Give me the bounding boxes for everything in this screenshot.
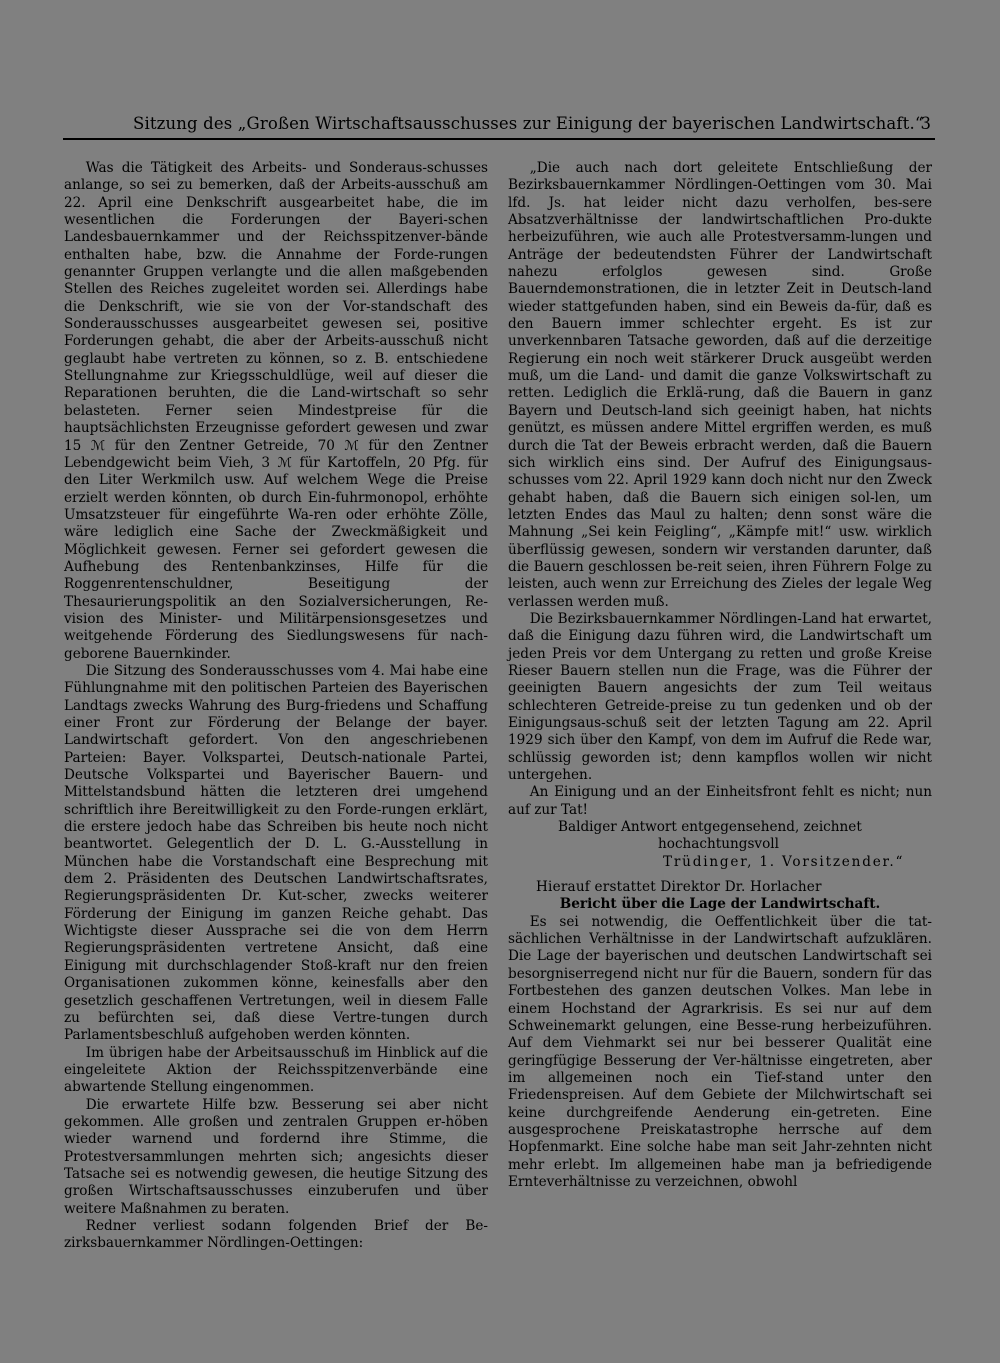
closing-signature: Trüdinger, 1. Vorsitzender.“: [663, 853, 905, 870]
closing-salutation: hochachtungsvoll: [658, 836, 779, 853]
paragraph: Die Sitzung des Sonderausschusses vom 4. Mai habe eine Fühlungnahme mit den politischen Parteien des Bayerischen Landtags zwecks Wahrung des Burg-friedens und Schaffung einer Front zur Förderung der Belange der bayer. Landwirtschaft gefordert. Von den angeschriebenen Parteien: Bayer. Volkspartei, Deutsch-nationale Partei, Deutsche Volkspartei und Bayerischer Bauern- und Mittelstandsbund hätten die letzteren drei umgehend schriftlich ihre Bereitwilligkeit zu den Forde-rungen erklärt, die erstere jedoch habe das Schreiben bis heute noch nicht beantwortet. Gelegentlich der D. L. G.-Ausstellung in München habe die Vorstandschaft eine Besprechung mit dem 2. Präsidenten des Deutschen Landwirtschaftsrates, Regierungspräsidenten Dr. Kut-scher, zwecks weiterer Förderung der Einigung im ganzen Reiche gehabt. Das Wichtigste dieser Aussprache sei die von dem Herrn Regierungspräsidenten vertretene Ansicht, daß eine Einigung mit durchschlagender Stoß-kraft nur den freien Organisationen zukommen könne, keinesfalls aber den gesetzlich geschaffenen Vertretungen, weil in diesem Falle zu befürchten sei, daß diese Vertre-tungen durch Parlamentsbeschluß aufgehoben werden könnten.: [64, 662, 488, 1044]
report-paragraph: Es sei notwendig, die Oeffentlichkeit über die tat-sächlichen Verhältnisse in der Landwirtschaft aufzuklären. Die Lage der bayerischen und deutschen Landwirtschaft sei besorgniserregend nicht nur für die Bauern, sondern für das Fortbestehen des ganzen deutschen Volkes. Man lebe in einem Hochstand der Agrarkrisis. Es sei nur auf dem Schweinemarkt gelungen, eine Besse-rung herbeizuführen. Auf dem Viehmarkt sei nur bei besserer Qualität eine geringfügige Besserung der Ver-hältnisse eingetreten, aber im allgemeinen noch ein Tief-stand unter den Friedenspreisen. Auf dem Gebiete der Milchwirtschaft sei keine durchgreifende Aenderung ein-getreten. Eine ausgesprochene Preiskatastrophe herrsche auf dem Hopfenmarkt. Eine solche habe man seit Jahr-zehnten nicht mehr erlebt. Im allgemeinen habe man ja befriedigende Ernteverhältnisse zu verzeichnen, obwohl: [508, 913, 932, 1190]
letter-paragraph: An Einigung und an der Einheitsfront fehlt es nicht; nun auf zur Tat!: [508, 784, 932, 818]
page-number: 3: [920, 114, 931, 133]
paragraph: Was die Tätigkeit des Arbeits- und Sonderaus-schusses anlange, so sei zu bemerken, daß der Arbeits-ausschuß am 22. April eine Denkschrift ausgearbeitet habe, die im wesentlichen die Forderungen der Bayeri-schen Landesbauernkammer und der Reichsspitzenver-bände enthalten habe, bzw. die Annahme der Forde-rungen genannter Gruppen verlangte und die allen maßgebenden Stellen des Reiches zugeleitet worden sei. Allerdings habe die Denkschrift, wie sie von der Vor-standschaft des Sonderausschusses ausgearbeitet gewesen sei, positive Forderungen gehabt, die aber der Arbeits-ausschuß nicht geglaubt habe vertreten zu können, so z. B. entschiedene Stellungnahme zur Kriegsschuldlüge, weil auf dieser die Reparationen beruhten, die die Land-wirtschaft so sehr belasteten. Ferner seien Mindestpreise für die hauptsächlichsten Erzeugnisse gefordert gewesen und zwar 15 ℳ für den Zentner Getreide, 70 ℳ für den Zentner Lebendgewicht beim Vieh, 3 ℳ für Kartoffeln, 20 Pfg. für den Liter Werkmilch usw. Auf welchem Wege die Preise erzielt werden könnten, ob durch Ein-fuhrmonopol, erhöhte Umsatzsteuer für eingeführte Wa-ren oder erhöhte Zölle, wäre lediglich eine Sache der Zweckmäßigkeit und Möglichkeit gewesen. Ferner sei gefordert gewesen die Aufhebung des Rentenbankzinses, Hilfe für die Roggenrentenschuldner, Beseitigung der Thesaurierungspolitik an den Sozialversicherungen, Re-vision des Minister- und Militärpensionsgesetzes und weitgehende Förderung des Siedlungswesens für nach-geborene Bauernkinder.: [64, 160, 488, 662]
letter-paragraph: Die Bezirksbauernkammer Nördlingen-Land hat erwartet, daß die Einigung dazu führen wird, die Landwirtschaft um jeden Preis vor dem Untergang zu retten und große Kreise Rieser Bauern stellen nun die Frage, was die Führer der geeinigten Bauern angesichts der zum Teil weitaus schlechteren Getreide-preise zu tun gedenken und ob der Einigungsaus-schuß seit der letzten Tagung am 22. April 1929 sich über den Kampf, von dem im Aufruf die Rede war, schlüssig geworden ist; denn kampflos wollen wir nicht untergehen.: [508, 610, 932, 784]
paragraph: Die erwartete Hilfe bzw. Besserung sei aber nicht gekommen. Alle großen und zentralen Gruppen er-höben wieder warnend und fordernd ihre Stimme, die Protestversammlungen mehrten sich; angesichts dieser Tatsache sei es notwendig gewesen, die heutige Sitzung des großen Wirtschaftsausschusses einzuberufen und über weitere Maßnahmen zu beraten.: [64, 1096, 488, 1217]
running-header: [63, 108, 935, 140]
closing-line: Baldiger Antwort entgegensehend, zeichnet: [558, 819, 862, 836]
right-column: [508, 160, 932, 1191]
letter-closing: [508, 819, 932, 871]
header-title: Sitzung des „Großen Wirtschaftsausschusses zur Einigung der bayerischen Landwirtschaft.“: [133, 114, 924, 133]
letter-paragraph: „Die auch nach dort geleitete Entschließung der Bezirksbauernkammer Nördlingen-Oettingen vom 30. Mai lfd. Js. hat leider nicht dazu verholfen, bes-sere Absatzverhältnisse der landwirtschaftlichen Pro-dukte herbeizuführen, wie auch alle Protestversamm-lungen und Anträge der bedeutendsten Führer der Landwirtschaft nahezu erfolglos gewesen sind. Große Bauerndemonstrationen, die in letzter Zeit in Deutsch-land wieder stattgefunden haben, sind ein Beweis da-für, daß es den Bauern immer schlechter ergeht. Es ist zur unverkennbaren Tatsache geworden, daß auf die derzeitige Regierung ein noch weit stärkerer Druck ausgeübt werden muß, um die Land- und damit die ganze Volkswirtschaft zu retten. Lediglich die Erklä-rung, daß die Bauern in ganz Bayern und Deutsch-land sich geeinigt haben, hat nichts genützt, es müssen andere Mittel ergriffen werden, es muß durch die Tat der Beweis erbracht werden, daß die Bauern sich wirklich eins sind. Der Aufruf des Einigungsaus-schusses vom 22. April 1929 kann doch nicht nur den Zweck gehabt haben, daß die Bauern sich einigen sol-len, um letzten Endes das Maul zu halten; denn sonst wäre die Mahnung „Sei kein Feigling“, „Kämpfe mit!“ usw. wirklich überflüssig gewesen, sondern wir verstanden darunter, daß die Bauern geschlossen be-reit seien, ihren Führern Folge zu leisten, auch wenn zur Erreichung des Zieles der legale Weg verlassen werden muß.: [508, 160, 932, 610]
report-intro: Hierauf erstattet Direktor Dr. Horlacher: [536, 879, 822, 896]
left-column: [64, 160, 488, 1253]
paragraph: Im übrigen habe der Arbeitsausschuß im Hinblick auf die eingeleitete Aktion der Reichsspitzenverbände eine abwartende Stellung eingenommen.: [64, 1044, 488, 1096]
report-title: Bericht über die Lage der Landwirtschaft.: [559, 896, 881, 913]
paragraph: Redner verliest sodann folgenden Brief der Be-zirksbauernkammer Nördlingen-Oettingen:: [64, 1217, 488, 1252]
